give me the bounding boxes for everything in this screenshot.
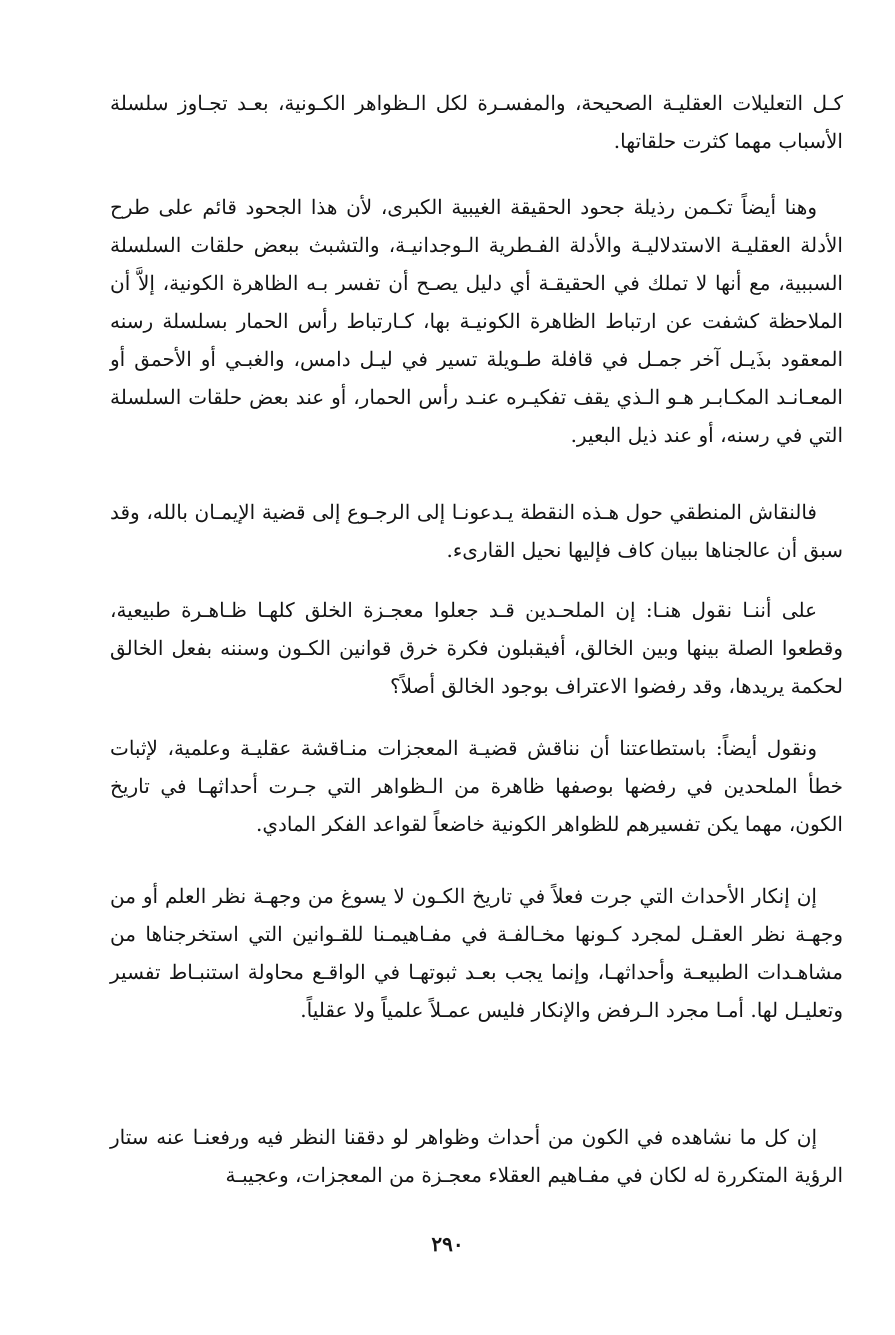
- paragraph-2-text: وهنا أيضاً تكـمن رذيلة جحود الحقيقة الغيبية الكبرى، لأن هذا الجحود قائم على طرح الأدلة العقليـة الاستدلاليـة والأدلة الفـطرية الـوجدانيـة، والتشبث ببعض حلقات السلسلة السببية، مع أنها لا تملك في الحقيقـة أي دليل يصـح أن تفسر بـه الظاهرة الكونية، إلاَّ أن الملاحظة كشفت عن ارتباط الظاهرة الكونيـة بها، كـارتباط رأس الحمار بسلسلة رسنه المعقود بذَيـل آخر جمـل في قافلة طـويلة تسير في ليـل دامس، والغبـي أو الأحمق أو المعـانـد المكـابـر هـو الـذي يقف تفكيـره عنـد رأس الحمار، أو عند بعض حلقات السلسلة التي في رسنه، أو عند ذيل البعير.: [110, 195, 843, 447]
- paragraph-3: [110, 493, 843, 569]
- paragraph-7: [110, 1118, 843, 1194]
- paragraph-6-text: إن إنكار الأحداث التي جرت فعلاً في تاريخ الكـون لا يسوغ من وجهـة نظر العلم أو من وجهـة نظر العقـل لمجرد كـونها مخـالفـة في مفـاهيمـنا للقـوانين التي استخرجناها من مشاهـدات الطبيعـة وأحداثهـا، وإنما يجب بعـد ثبوتهـا في الواقـع محاولة استنبـاط تفسير وتعليـل لها. أمـا مجرد الـرفض والإنكار فليس عمـلاً علمياً ولا عقلياً.: [110, 884, 843, 1022]
- paragraph-2: [110, 188, 843, 454]
- paragraph-4: [110, 591, 843, 705]
- page-number: ٢٩٠: [431, 1232, 464, 1256]
- paragraph-1-text: كـل التعليلات العقليـة الصحيحة، والمفسـرة لكل الـظواهر الكـونية، بعـد تجـاوز سلسلة الأسباب مهما كثرت حلقاتها.: [110, 91, 843, 153]
- paragraph-5-text: ونقول أيضاً: باستطاعتنا أن نناقش قضيـة المعجزات منـاقشة عقليـة وعلمية، لإثبات خطأ الملحدين في رفضها بوصفها ظاهرة من الـظواهر التي جـرت أحداثهـا في تاريخ الكون، مهما يكن تفسيرهم للظواهر الكونية خاضعاً لقواعد الفكر المادي.: [110, 736, 843, 836]
- paragraph-3-text: فالنقاش المنطقي حول هـذه النقطة يـدعونـا إلى الرجـوع إلى قضية الإيمـان بالله، وقد سبق أن عالجناها ببيان كاف فإليها نحيل القارىء.: [110, 500, 843, 562]
- paragraph-7-text: إن كل ما نشاهده في الكون من أحداث وظواهر لو دققنا النظر فيه ورفعنـا عنه ستار الرؤية المتكررة له لكان في مفـاهيم العقلاء معجـزة من المعجزات، وعجيبـة: [110, 1125, 843, 1187]
- paragraph-4-text: على أننـا نقول هنـا: إن الملحـدين قـد جعلوا معجـزة الخلق كلهـا ظـاهـرة طبيعية، وقطعوا الصلة بينها وبين الخالق، أفيقبلون فكرة خرق قوانين الكـون وسننه بفعل الخالق لحكمة يريدها، وقد رفضوا الاعتراف بوجود الخالق أصلاً؟: [110, 598, 843, 698]
- paragraph-6: [110, 877, 843, 1029]
- paragraph-5: [110, 729, 843, 843]
- paragraph-1: [110, 84, 843, 160]
